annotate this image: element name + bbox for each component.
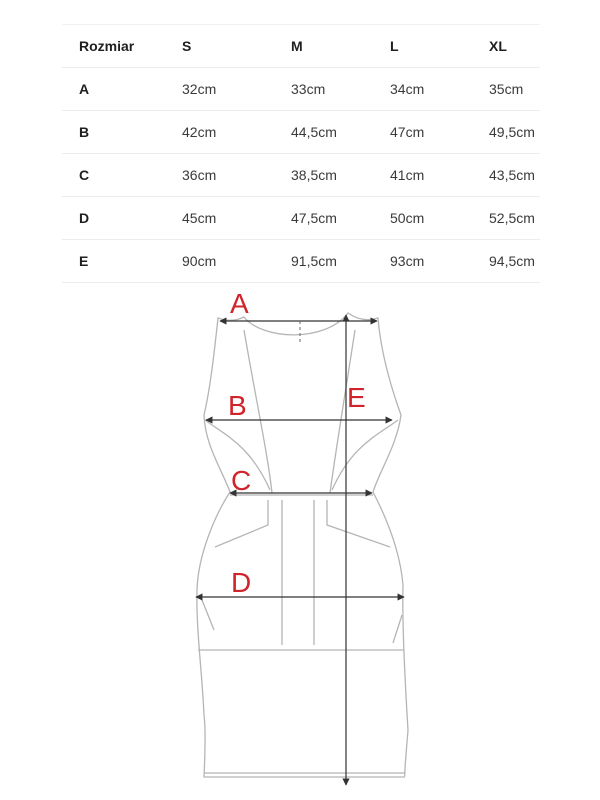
table-cell: 38,5cm: [274, 154, 373, 197]
header-size-xl: XL: [472, 25, 540, 68]
table-header-row: [62, 25, 540, 68]
row-label-a: A: [62, 68, 165, 111]
table-cell: 49,5cm: [472, 111, 540, 154]
table-cell: 47,5cm: [274, 197, 373, 240]
row-label-c: C: [62, 154, 165, 197]
table-cell: 33cm: [274, 68, 373, 111]
label-e: E: [347, 382, 366, 413]
skirt-side-right: [393, 615, 402, 643]
table-cell: 47cm: [373, 111, 472, 154]
table-row: [62, 154, 540, 197]
measurement-lines: [196, 315, 404, 785]
header-rozmiar: Rozmiar: [62, 25, 165, 68]
table-row: [62, 240, 540, 283]
row-label-e: E: [62, 240, 165, 283]
header-size-m: M: [274, 25, 373, 68]
table-cell: 52,5cm: [472, 197, 540, 240]
table-cell: 42cm: [165, 111, 274, 154]
row-label-b: B: [62, 111, 165, 154]
table-cell: 94,5cm: [472, 240, 540, 283]
label-d: D: [231, 567, 252, 598]
table-cell: 93cm: [373, 240, 472, 283]
header-size-s: S: [165, 25, 274, 68]
table-cell: 36cm: [165, 154, 274, 197]
dress-silhouette: [197, 313, 408, 777]
table-cell: 35cm: [472, 68, 540, 111]
table-cell: 34cm: [373, 68, 472, 111]
table-cell: 90cm: [165, 240, 274, 283]
table-cell: 41cm: [373, 154, 472, 197]
dress-measurement-diagram: [0, 285, 600, 800]
header-size-l: L: [373, 25, 472, 68]
table-row: [62, 68, 540, 111]
table-cell: 45cm: [165, 197, 274, 240]
pocket-left: [215, 500, 268, 547]
skirt-side-left: [200, 595, 214, 630]
table-row: [62, 197, 540, 240]
row-label-d: D: [62, 197, 165, 240]
label-c: C: [231, 465, 252, 496]
table-cell: 91,5cm: [274, 240, 373, 283]
table-cell: 50cm: [373, 197, 472, 240]
label-b: B: [228, 390, 247, 421]
table-cell: 32cm: [165, 68, 274, 111]
table-cell: 44,5cm: [274, 111, 373, 154]
table-row: [62, 111, 540, 154]
table-cell: 43,5cm: [472, 154, 540, 197]
size-table: [62, 24, 540, 283]
label-a: A: [230, 288, 249, 319]
dress-outline: [197, 313, 408, 777]
